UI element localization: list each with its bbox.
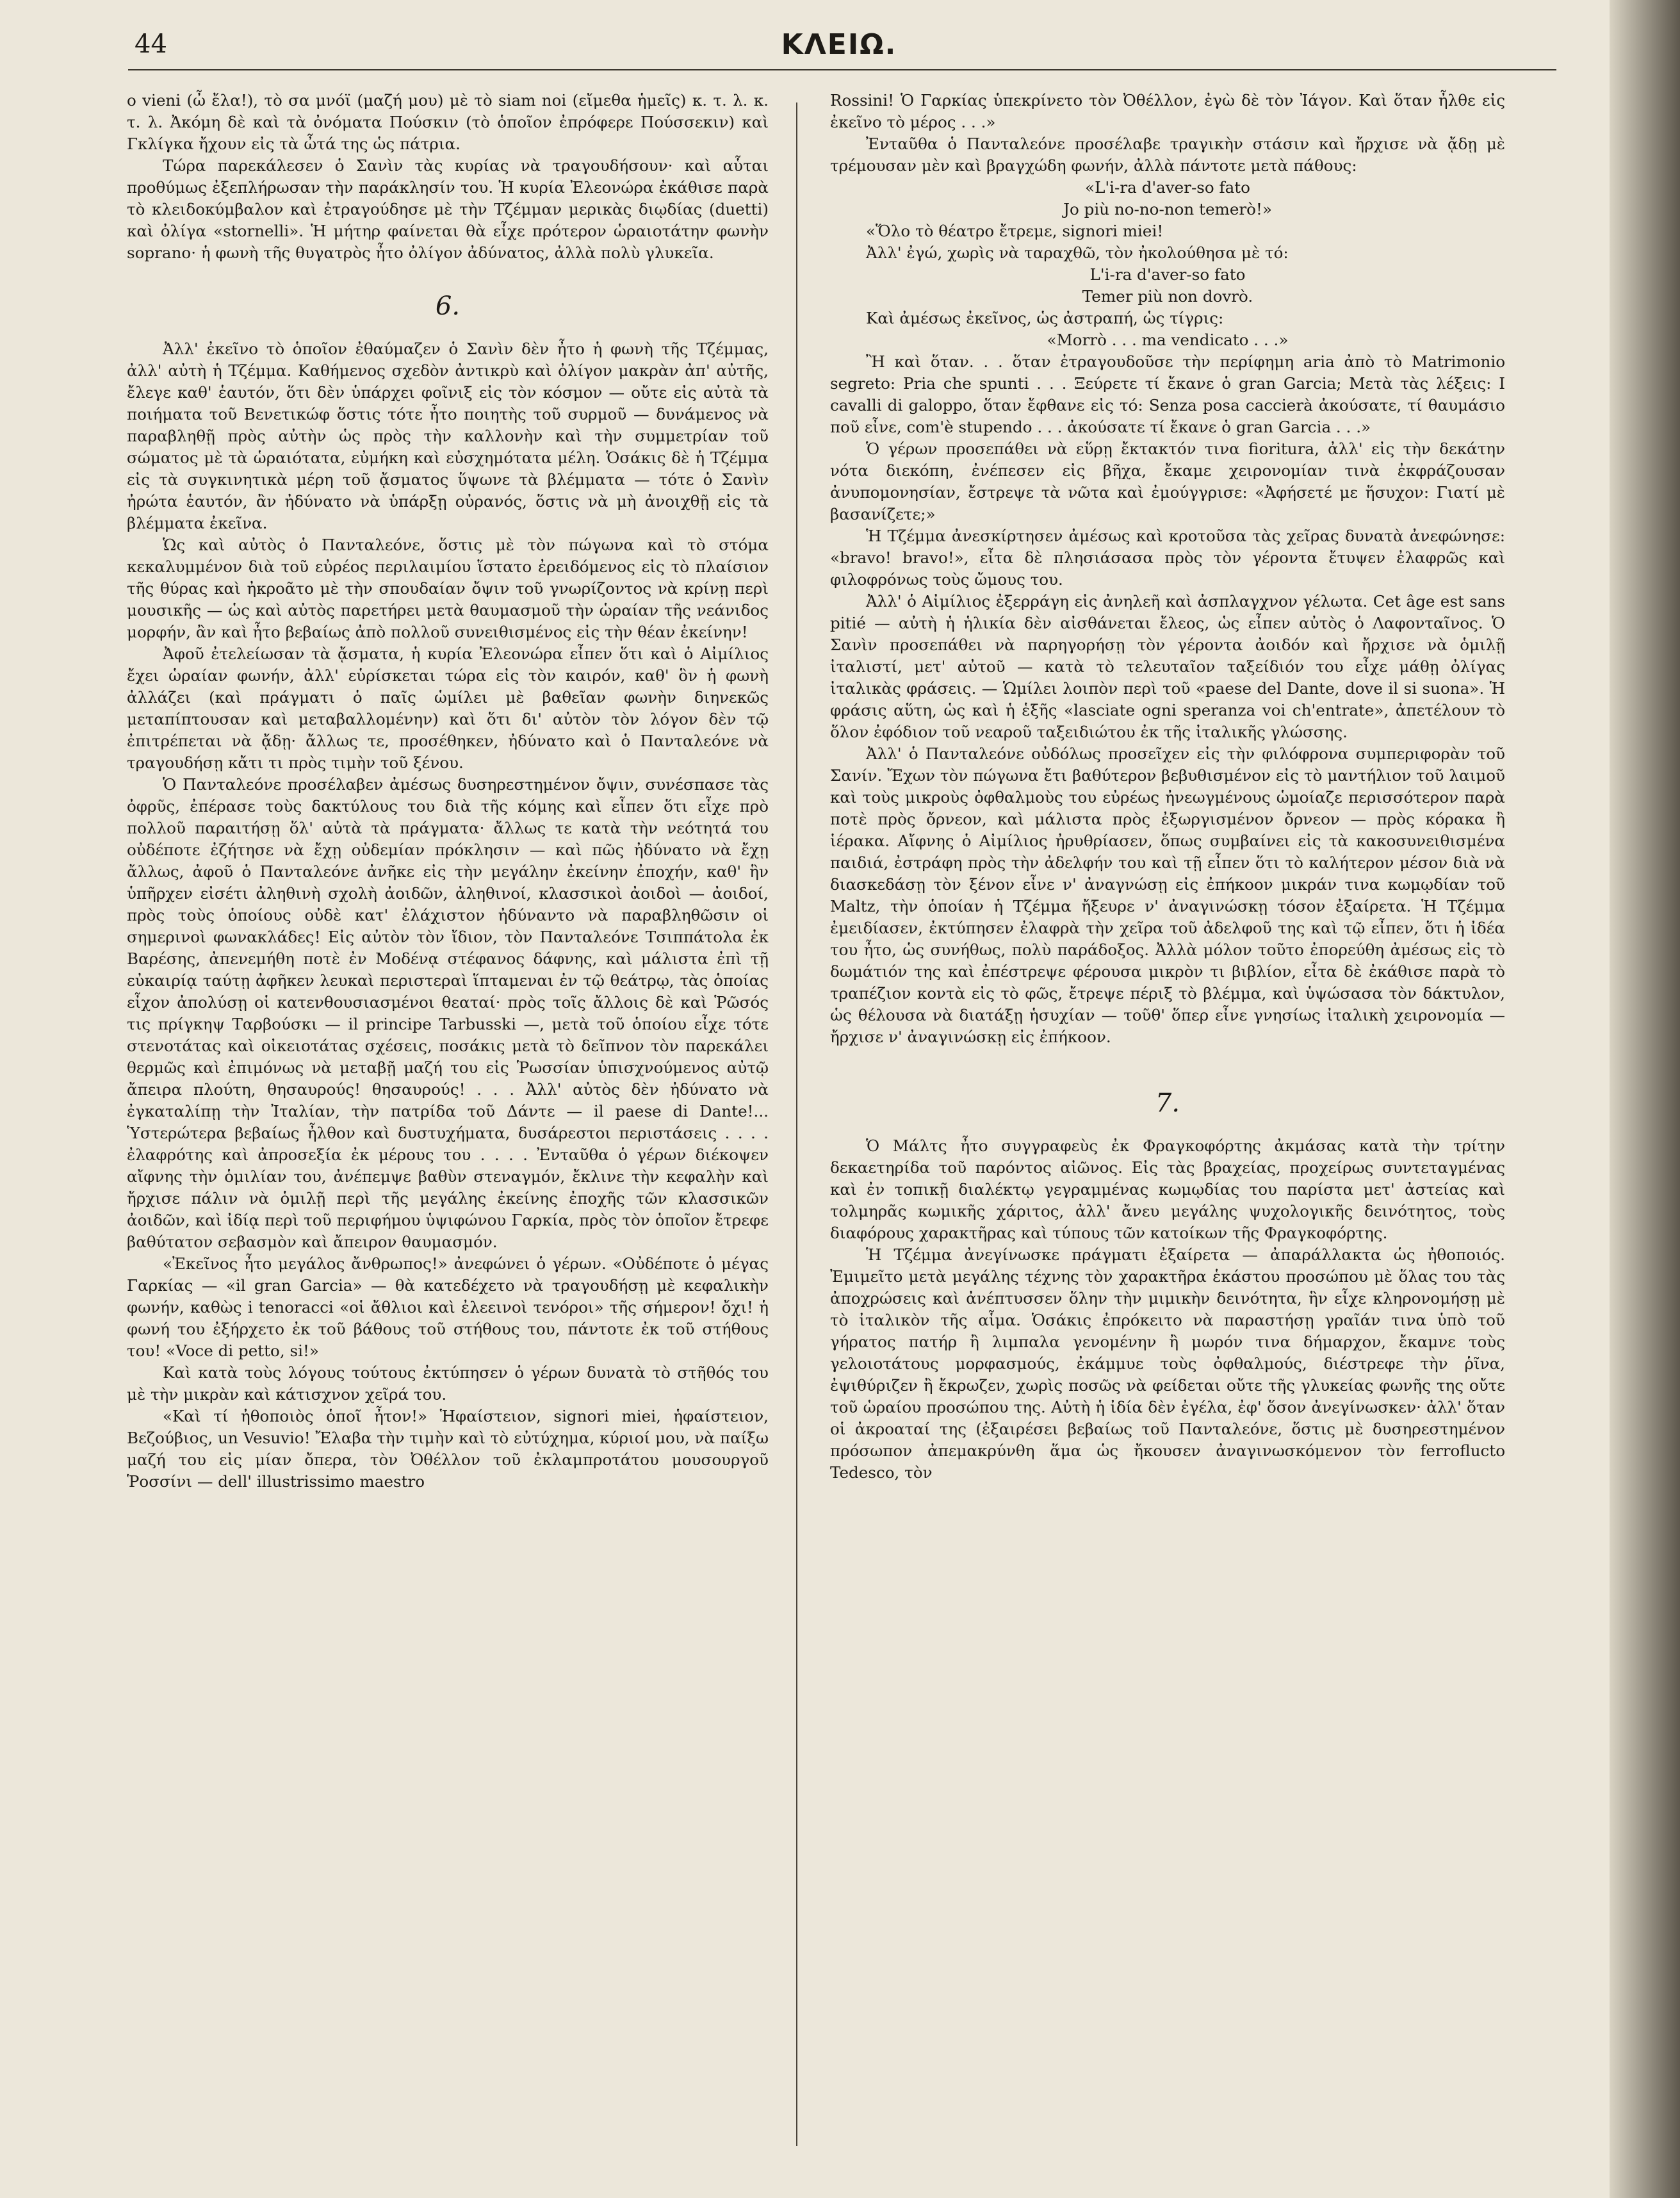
song-line: Temer più non dovrò. — [1082, 287, 1253, 306]
song-line: «Morrò . . . ma vendicato . . .» — [1047, 331, 1289, 349]
paragraph: «Ἐκεῖνος ἦτο μεγάλος ἄνθρωπος!» ἀνεφώνει ὁ γέρων. «Οὐδέποτε ὁ μέγας Γαρκίας — «il gran Garcia» — θὰ κατεδέχετο νὰ τραγουδήσῃ μὲ κεφαλικὴν φωνήν, καθὼς i tenoracci «οἱ ἄθλιοι καὶ ἐλεεινοὶ τενόροι» τῆς σήμερον! ὄχι! ἡ φωνή του ἐξήρχετο ἐκ τοῦ βάθους τοῦ στήθους του, πάντοτε ἐκ τοῦ στήθους του! «Voce di petto, si!» — [127, 1254, 769, 1360]
paragraph: Ὁ γέρων προσεπάθει νὰ εὕρῃ ἔκτακτόν τινα fioritura, ἀλλ' εἰς τὴν δεκάτην νότα διεκόπη, ἐνέπεσεν εἰς βῆχα, ἔκαμε χειρονομίαν τινὰ ἐκφράζουσαν ἀνυπομονησίαν, ἔστρεψε τὰ νῶτα καὶ ἐμούγγρισε: «Ἀφήσετέ με ἥσυχον: Γιατί μὲ βασανίζετε;» — [830, 439, 1505, 523]
paragraph: Ὁ Μάλτς ἦτο συγγραφεὺς ἐκ Φραγκοφόρτης ἀκμάσας κατὰ τὴν τρίτην δεκαετηρίδα τοῦ παρόντος αἰῶνος. Εἰς τὰς βραχείας, προχείρως συντεταγμένας καὶ ἐν τοπικῇ διαλέκτῳ γεγραμμένας κωμῳδίας του παρίστα μετ' ἀστείας καὶ τολμηρᾶς κωμικῆς χάριτος, ἀλλ' ἄνευ μεγάλης ψυχολογικῆς δεινότητος, τοὺς διαφόρους χαρακτῆρας καὶ τύπους τῶν κατοίκων τῆς Φραγκοφόρτης. — [830, 1136, 1505, 1242]
paragraph: Ἀλλ' ὁ Πανταλεόνε οὐδόλως προσεῖχεν εἰς τὴν φιλόφρονα συμπεριφορὰν τοῦ Σανίν. Ἔχων τὸν πώγωνα ἔτι βαθύτερον βεβυθισμένον εἰς τὸ μαντήλιον τοῦ λαιμοῦ καὶ τοὺς μικροὺς ὀφθαλμοὺς του εὐρέως ἠνεωγμένους ὡμοίαζε περισσότερον παρὰ ποτὲ πρὸς ὄρνεον, καὶ μάλιστα πρὸς ἐξωργισμένον ὄρνεον — πρὸς κόρακα ἢ ἱέρακα. Αἴφνης ὁ Αἰμίλιος ἠρυθρίασεν, ὅπως συμβαίνει εἰς τὰ κακοσυνειθισμένα παιδιά, ἐστράφη πρὸς τὴν ἀδελφήν του καὶ τῇ εἶπεν ὅτι τὸ καλήτερον μέσον διὰ νὰ διασκεδάσῃ τὸν ξένον εἶνε ν' ἀναγνώσῃ εἰς ἐπήκοον μικράν τινα κωμῳδίαν τοῦ Maltz, τὴν ὁποίαν ἡ Τζέμμα ἤξευρε ν' ἀναγινώσκῃ τόσον ἐξαίρετα. Ἡ Τζέμμα ἐμειδίασεν, ἐκτύπησεν ἐλαφρὰ τὴν χεῖρα τοῦ ἀδελφοῦ της καὶ τῷ εἶπεν, ὅτι ἡ ἰδέα του ἦτο, ὡς συνήθως, πολὺ παράδοξος. Ἀλλὰ μόλον τοῦτο ἐπορεύθη ἀμέσως εἰς τὸ δωμάτιόν της καὶ ἐπέστρεψε φέρουσα μικρὸν τι βιβλίον, εἶτα δὲ ἐκάθισε παρὰ τὸ τραπέζιον κοντὰ εἰς τὸ φῶς, ἔτρεψε πέριξ τὸ βλέμμα, καὶ ὑψώσασα τὸν δάκτυλον, ὡς θέλουσα νὰ διατάξῃ ἡσυχίαν — τοῦθ' ὅπερ εἶνε γνησίως ἰταλικὴ χειρονομία — ἤρχισε ν' ἀναγινώσκῃ εἰς ἐπήκοον. — [830, 744, 1505, 1046]
paragraph: Ἀλλ' ὁ Αἰμίλιος ἐξερράγη εἰς ἀνηλεῆ καὶ ἀσπλαγχνον γέλωτα. Cet âge est sans pitié — αὐτὴ ἡ ἡλικία δὲν αἰσθάνεται ἔλεος, ὡς εἶπεν αὐτὸς ὁ Λαφονταῖνος. Ὁ Σανὶν προσεπάθει νὰ παρηγορήσῃ τὸν γέροντα ἀοιδόν καὶ ἤρχισε νὰ ὁμιλῇ ἰταλιστί, μετ' αὐτοῦ — κατὰ τὸ τελευταῖον ταξείδιόν του εἶχε μάθῃ ὀλίγας ἰταλικὰς φράσεις. — Ὡμίλει λοιπὸν περὶ τοῦ «paese del Dante, dove il si suona». Ἡ φράσις αὕτη, ὡς καὶ ἡ ἑξῆς «lasciate ogni speranza voi ch'entrate», ἀπετέλουν τὸ ὅλον ἐφόδιον τοῦ νεαροῦ ταξειδιώτου ἐκ τῆς ἰταλικῆς γλώσσης. — [830, 592, 1505, 741]
paragraph: Ὁ Πανταλεόνε προσέλαβεν ἀμέσως δυσηρεστημένον ὄψιν, συνέσπασε τὰς ὀφρῦς, ἐπέρασε τοὺς δακτύλους του διὰ τῆς κόμης καὶ εἶπεν ὅτι εἶχε πρὸ πολλοῦ παραιτήσῃ ὅλ' αὐτὰ τὰ πράγματα· ἄλλως τε κατὰ τὴν νεότητά του οὐδέποτε ἐζήτησε νὰ ἔχῃ οὐδεμίαν πρόκλησιν — καὶ πῶς ἠδύνατο νὰ ἔχῃ ἄλλως, ἀφοῦ ὁ Πανταλεόνε ἀνῆκε εἰς τὴν μεγάλην ἐκείνην ἐποχήν, καθ' ἣν ὑπῆρχεν εἰσέτι ἀληθινὴ σχολὴ ἀοιδῶν, ἀληθινοί, κλασσικοὶ ἀοιδοὶ — ἀοιδοί, πρὸς τοὺς ὁποίους οὐδὲ κατ' ἐλάχιστον ἠδύναντο νὰ παραβληθῶσιν οἱ σημερινοὶ φωνακλάδες! Εἰς αὐτὸν τὸν ἴδιον, τὸν Πανταλεόνε Τσιππάτολα ἐκ Βαρέσης, ἀπενεμήθη ποτὲ ἐν Μοδένᾳ στέφανος δάφνης, καὶ μάλιστα ἐπὶ τῇ εὐκαιρίᾳ ταύτῃ ἀφῆκεν λευκαὶ περιστεραὶ ἵπταμεναι ἐν τῷ θεάτρῳ, τὰς ὁποίας εἶχον ἀπολύσῃ οἱ κατενθουσιασμένοι θεαταί· πρὸς τοῖς ἄλλοις δὲ καὶ Ῥῶσός τις πρίγκηψ Ταρβούσκι — il principe Tarbusski —, μετὰ τοῦ ὁποίου εἶχε τότε στενοτάτας καὶ οἰκειοτάτας σχέσεις, ποσάκις μετὰ τὸ δεῖπνον τὸν παρεκάλει θερμῶς καὶ ἐπιμόνως νὰ μεταβῇ μαζή του εἰς Ῥωσσίαν ὑπισχνούμενος αὐτῷ ἄπειρα πλούτη, θησαυρούς! θησαυρούς! . . . Ἀλλ' αὐτὸς δὲν ἠδύνατο νὰ ἐγκαταλίπῃ τὴν Ἰταλίαν, τὴν πατρίδα τοῦ Δάντε — il paese di Dante!... Ὑστερώτερα βεβαίως ἦλθον καὶ δυστυχήματα, δυσάρεστοι περιστάσεις . . . . ἐλαφρότης καὶ ἀπροσεξία ἐκ μέρους του . . . . Ἐνταῦθα ὁ γέρων διέκοψεν αἴφνης τὴν ὁμιλίαν του, ἀνέπεμψε βαθὺν στεναγμόν, ἔκλινε τὴν κεφαλὴν καὶ ἤρχισε πάλιν νὰ ὁμιλῇ περὶ τῆς μεγάλης ἐκείνης ἐποχῆς τῶν κλασσικῶν ἀοιδῶν, καὶ ἰδίᾳ περὶ τοῦ περιφήμου ὑψιφώνου Γαρκία, πρὸς τὸν ὁποῖον ἔτρεφε βαθύτατον σεβασμὸν καὶ ἄπειρον θαυμασμόν. — [127, 775, 769, 1251]
paragraph: «Ὅλο τὸ θέατρο ἔτρεμε, signori miei! — [866, 222, 1164, 240]
column-divider — [796, 103, 797, 2146]
paragraph: Καὶ κατὰ τοὺς λόγους τούτους ἐκτύπησεν ὁ γέρων δυνατὰ τὸ στῆθός του μὲ τὴν μικρὰν καὶ κάτισχνον χεῖρά του. — [127, 1363, 769, 1404]
paragraph: Ἡ Τζέμμα ἀνεγίνωσκε πράγματι ἐξαίρετα — ἀπαράλλακτα ὡς ἠθοποιός. Ἐμιμεῖτο μετὰ μεγάλης τέχνης τὸν χαρακτῆρα ἑκάστου προσώπου μὲ ὅλας του τὰς ἀποχρώσεις καὶ ἀνέπτυσσεν ὅλην τὴν μιμικὴν δεινότητα, ἣν εἶχε κληρονομήσῃ μὲ τὸ ἰταλικὸν τῆς αἷμα. Ὁσάκις ἐπρόκειτο νὰ παραστήσῃ γραῖάν τινα ὑπὸ τοῦ γήρατος πατήρ ἢ λιμπαλα γενομένην ἢ μωρόν τινα δήμαρχον, ἔκαμνε τοὺς γελοιοτάτους μορφασμούς, ἐκάμμυε τοὺς ὀφθαλμούς, διέστρεφε τὴν ῥῖνα, ἐψιθύριζεν ἢ ἔκρωζεν, χωρὶς ποσῶς νὰ φείδεται οὔτε τῆς γλυκείας φωνῆς της οὔτε τοῦ ὡραίου προσώπου της. Αὐτὴ ἡ ἰδία δὲν ἐγέλα, ἐφ' ὅσον ἀνεγίνωσκεν· ἀλλ' ὅταν οἱ ἀκροαταί της (ἐξαιρέσει βεβαίως τοῦ Πανταλεόνε, ὅστις μὲ δυσηρεστημένον πρόσωπον ἀπεμακρύνθη ἅμα ὡς ἤκουσεν ἀναγινωσκόμενον τὸν ferroflucto Tedesco, τὸν — [830, 1245, 1505, 1482]
song-line: Jo più no-no-non temerò!» — [1063, 200, 1272, 218]
left-column — [127, 90, 769, 2165]
header-rule — [128, 69, 1556, 70]
section-number: 7. — [1155, 1088, 1180, 1118]
page-number: 44 — [135, 29, 167, 59]
paragraph: Ἀλλ' ἐγώ, χωρὶς νὰ ταραχθῶ, τὸν ἠκολούθησα μὲ τό: — [866, 243, 1289, 262]
song-line: L'i-ra d'aver-so fato — [1089, 265, 1246, 284]
song-line: «L'i-ra d'aver-so fato — [1085, 178, 1250, 197]
paragraph: Ἡ Τζέμμα ἀνεσκίρτησεν ἀμέσως καὶ κροτοῦσα τὰς χεῖρας δυνατὰ ἀνεφώνησε: «bravo! bravo!», εἶτα δὲ πλησιάσασα πρὸς τὸν γέροντα ἔτυψεν ἐλαφρῶς καὶ φιλοφρόνως τοὺς ὤμους του. — [830, 527, 1505, 589]
paragraph: Καὶ ἀμέσως ἐκεῖνος, ὡς ἀστραπή, ὡς τίγρις: — [866, 309, 1224, 327]
running-title: ΚΛΕΙΩ. — [781, 28, 897, 61]
binding-edge-shadow — [1610, 0, 1680, 2198]
paragraph: Ἀλλ' ἐκεῖνο τὸ ὁποῖον ἐθαύμαζεν ὁ Σανὶν δὲν ἦτο ἡ φωνὴ τῆς Τζέμμας, ἀλλ' αὐτὴ ἡ Τζέμμα. Καθήμενος σχεδὸν ἀντικρὺ καὶ ὀλίγον μακρὰν ἀπ' αὐτῆς, ἔλεγε καθ' ἑαυτόν, ὅτι δὲν ὑπάρχει φοῖνιξ εἰς τὸν κόσμον — οὔτε εἰς αὐτὰ τὰ ποιήματα τοῦ Βενετικώφ ὅστις τότε ἦτο ποιητὴς τοῦ συρμοῦ — δυνάμενος νὰ παραβληθῇ πρὸς αὐτὴν ὡς πρὸς τὴν καλλονὴν καὶ τὴν συμμετρίαν τοῦ σώματος μὲ τὰ ὡραιότατα, εὐμήκη καὶ εὐσχημότατα μέλη. Ὁσάκις δὲ ἡ Τζέμμα εἰς τὰ συγκινητικὰ μέρη τοῦ ᾄσματος ὕψωνε τὰ βλέμματα — τότε ὁ Σανὶν ἠρώτα ἑαυτόν, ἂν ἠδύνατο νὰ ὑπάρξῃ οὐρανός, ὅστις νὰ μὴ ἀνοιχθῇ εἰς τὰ βλέμματα ἐκεῖνα. — [127, 340, 769, 532]
paragraph: «Καὶ τί ἠθοποιὸς ὁποῖ ἦτον!» Ἡφαίστειον, signori miei, ἡφαίστειον, Βεζούβιος, un Vesuvio! Ἔλαβα τὴν τιμὴν καὶ τὸ εὐτύχημα, κύριοί μου, νὰ παίξω μαζή του εἰς μίαν ὄπερα, τὸν Ὀθέλλον τοῦ ἐκλαμπροτάτου μουσουργοῦ Ῥοσσίνι — dell' illustrissimo maestro — [127, 1407, 769, 1491]
paragraph: Ἐνταῦθα ὁ Πανταλεόνε προσέλαβε τραγικὴν στάσιν καὶ ἤρχισε νὰ ᾄδῃ μὲ τρέμουσαν μὲν καὶ βραγχώδη φωνήν, ἀλλὰ πάντοτε μετὰ πάθους: — [830, 135, 1505, 175]
paragraph: Τώρα παρεκάλεσεν ὁ Σανὶν τὰς κυρίας νὰ τραγουδήσουν· καὶ αὗται προθύμως ἐξεπλήρωσαν τὴν παράκλησίν του. Ἡ κυρία Ἐλεονώρα ἐκάθισε παρὰ τὸ κλειδοκύμβαλον καὶ ἐτραγούδησε μὲ τὴν Τζέμμαν μερικὰς διῳδίας (duetti) καὶ ὀλίγα «stornelli». Ἡ μήτηρ φαίνεται θὰ εἶχε πρότερον ὡραιοτάτην φωνὴν soprano· ἡ φωνὴ τῆς θυγατρὸς ἦτο ὀλίγον ἀδύνατος, ἀλλὰ πολὺ γλυκεῖα. — [127, 156, 769, 262]
paragraph: o vieni (ὦ ἔλα!), τὸ σα μνόϊ (μαζή μου) μὲ τὸ siam noi (εἴμεθα ἡμεῖς) κ. τ. λ. κ. τ. λ. Ἀκόμη δὲ καὶ τὰ ὀνόματα Πούσκιν (τὸ ὁποῖον ἐπρόφερε Πούσσεκιν) καὶ Γκλίγκα ἤχουν εἰς τὰ ὦτά της ὡς πάτρια. — [127, 91, 769, 153]
paragraph: Ἀφοῦ ἐτελείωσαν τὰ ᾄσματα, ἡ κυρία Ἐλεονώρα εἶπεν ὅτι καὶ ὁ Αἰμίλιος ἔχει ὡραίαν φωνήν, ἀλλ' εὑρίσκεται τώρα εἰς τὸν καιρόν, καθ' ὃν ἡ φωνὴ ἀλλάζει (καὶ πράγματι ὁ παῖς ὡμίλει μὲ βαθεῖαν φωνὴν διηνεκῶς μεταπίπτουσαν καὶ μεταβαλλομένην) καὶ ὅτι δι' αὐτὸν τὸν λόγον δὲν τῷ ἐπιτρέπεται νὰ ᾄδῃ· ἄλλως τε, προσέθηκεν, ἠδύνατο καὶ ὁ Πανταλεόνε νὰ τραγουδήσῃ κἄτι τι πρὸς τιμὴν τοῦ ξένου. — [127, 644, 769, 772]
paragraph: Ἢ καὶ ὅταν. . . ὅταν ἐτραγουδοῦσε τὴν περίφημη aria ἀπὸ τὸ Matrimonio segreto: Pria che spunti . . . Ξεύρετε τί ἔκανε ὁ gran Garcia; Μετὰ τὰς λέξεις: I cavalli di galoppo, ὅταν ἔφθανε εἰς τό: Senza posa caccierà ἀκούσατε, τί θαυμάσιο ποῦ εἶνε, com'è stupendo . . . ἀκούσατε τί ἔκανε ὁ gran Garcia . . .» — [830, 352, 1505, 436]
paragraph: Ὡς καὶ αὐτὸς ὁ Πανταλεόνε, ὅστις μὲ τὸν πώγωνα καὶ τὸ στόμα κεκαλυμμένον διὰ τοῦ εὐρέος περιλαιμίου ἵστατο ἐρειδόμενος εἰς τὸ πλαίσιον τῆς θύρας καὶ ἠκροᾶτο μὲ τὴν σπουδαίαν ὄψιν τοῦ γνωρίζοντος νὰ κρίνῃ περὶ μουσικῆς — ὡς καὶ αὐτὸς παρετήρει μετὰ θαυμασμοῦ τὴν ὡραίαν τῆς νεάνιδος μορφήν, ἂν καὶ ἦτο βεβαίως ἀπὸ πολλοῦ συνειθισμένος εἰς τὴν θέαν ἐκείνην! — [127, 536, 769, 641]
paragraph: Rossini! Ὁ Γαρκίας ὑπεκρίνετο τὸν Ὀθέλλον, ἐγὼ δὲ τὸν Ἰάγον. Καὶ ὅταν ἦλθε εἰς ἐκεῖνο τὸ μέρος . . .» — [830, 91, 1505, 131]
right-column — [830, 90, 1505, 2153]
section-number: 6. — [435, 291, 461, 321]
